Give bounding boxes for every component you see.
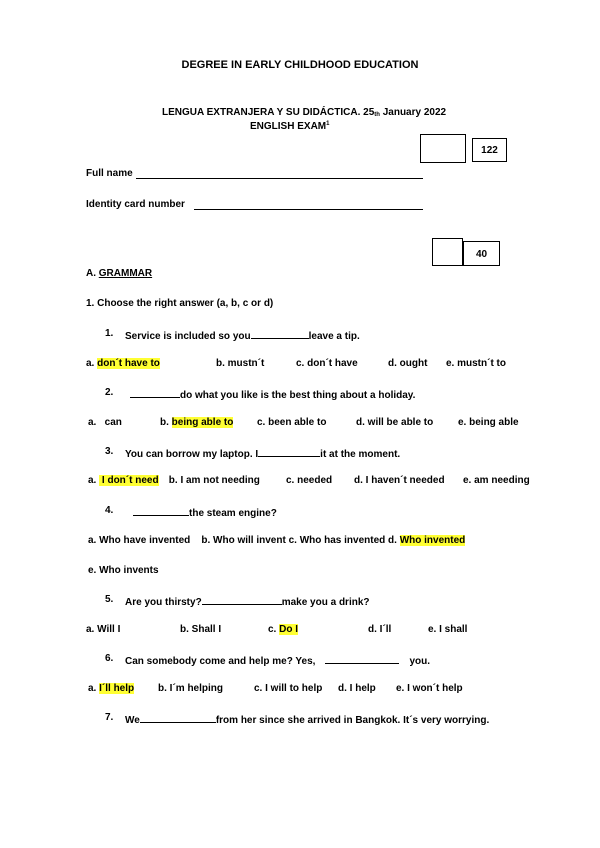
q7-stem-before: We [125, 715, 140, 726]
q3-option-a-prefix: a. [88, 475, 100, 486]
q5-option-a[interactable]: a. Will I [86, 624, 121, 635]
q6-number: 6. [105, 653, 114, 664]
q2-blank[interactable] [130, 387, 180, 398]
q4-stem-after: the steam engine? [189, 508, 277, 519]
full-name-field[interactable] [136, 178, 423, 179]
q5-option-c-text: Do I [279, 624, 299, 635]
q2-option-b-prefix: b. [160, 417, 172, 428]
section-title: GRAMMAR [98, 268, 153, 279]
q1-option-e[interactable]: e. mustn´t to [446, 358, 506, 369]
q6-option-a[interactable] [88, 683, 134, 695]
q7-stem [125, 712, 489, 727]
section-heading [86, 268, 152, 280]
q2-number: 2. [105, 387, 114, 398]
section-letter: A. [86, 268, 96, 279]
q3-stem-after: it at the moment. [320, 449, 401, 460]
date-rest: January 2022 [379, 107, 447, 118]
q3-stem-before: You can borrow my laptop. I [125, 449, 259, 460]
q2-stem [130, 387, 415, 402]
q4-stem [133, 505, 277, 520]
date-suffix: th [374, 112, 380, 118]
id-card-field[interactable] [194, 209, 423, 210]
q3-option-d[interactable]: d. I haven´t needed [354, 475, 445, 486]
q1-option-a[interactable] [86, 358, 160, 370]
score-box-empty-1[interactable] [420, 134, 466, 163]
q3-option-c[interactable]: c. needed [286, 475, 333, 486]
q6-option-c[interactable]: c. I will to help [254, 683, 323, 694]
q5-stem-after: make you a drink? [281, 597, 370, 608]
q6-stem [125, 653, 430, 668]
q3-option-b[interactable]: b. I am not needing [166, 475, 260, 486]
q3-option-a[interactable] [88, 475, 159, 487]
q2-option-d[interactable]: d. will be able to [356, 417, 434, 428]
q1-stem-before: Service is included so you [125, 331, 251, 342]
id-card-label: Identity card number [86, 199, 185, 210]
subject-text: LENGUA EXTRANJERA Y SU DIDÁCTICA. 25 [162, 107, 375, 118]
q4-option-e[interactable]: e. Who invents [88, 565, 159, 576]
q5-number: 5. [105, 594, 114, 605]
footnote-mark: 1 [326, 121, 330, 127]
q5-option-d[interactable]: d. I´ll [368, 624, 392, 635]
q2-option-c[interactable]: c. been able to [257, 417, 327, 428]
q5-option-c-prefix: c. [268, 624, 280, 635]
q5-option-b[interactable]: b. Shall I [180, 624, 222, 635]
q7-stem-after: from her since she arrived in Bangkok. It´s very worrying. [215, 715, 490, 726]
q1-option-b[interactable]: b. mustn´t [216, 358, 265, 369]
q6-option-e[interactable]: e. I won´t help [396, 683, 463, 694]
exam-title [250, 121, 329, 133]
q2-option-e[interactable]: e. being able [458, 417, 519, 428]
degree-title: DEGREE IN EARLY CHILDHOOD EDUCATION [181, 59, 419, 71]
q2-option-a[interactable]: a. can [88, 417, 122, 428]
q6-stem-after: you. [409, 656, 430, 667]
exam-title-text: ENGLISH EXAM [250, 121, 327, 132]
q1-option-d[interactable]: d. ought [388, 358, 428, 369]
q4-number: 4. [105, 505, 114, 516]
q6-option-a-text: I´ll help [99, 683, 135, 694]
q1-option-a-prefix: a. [86, 358, 98, 369]
q5-option-c[interactable] [268, 624, 298, 636]
instruction: 1. Choose the right answer (a, b, c or d) [86, 298, 274, 309]
q4-options-line[interactable] [88, 535, 465, 547]
q3-number: 3. [105, 446, 114, 457]
q6-option-d[interactable]: d. I help [338, 683, 376, 694]
score-box-value-2: 40 [475, 249, 488, 260]
q3-blank[interactable] [258, 446, 320, 457]
score-box-empty-2[interactable] [432, 238, 463, 266]
q3-stem [125, 446, 400, 461]
q2-option-b[interactable] [160, 417, 233, 429]
q6-option-a-prefix: a. [88, 683, 100, 694]
q3-option-a-text: I don´t need [99, 475, 159, 486]
q1-option-c[interactable]: c. don´t have [296, 358, 358, 369]
q1-number: 1. [105, 328, 114, 339]
q5-blank[interactable] [202, 594, 282, 605]
score-box-value-1: 122 [481, 145, 498, 156]
q6-option-b[interactable]: b. I´m helping [158, 683, 223, 694]
q5-stem-before: Are you thirsty? [125, 597, 202, 608]
q1-option-a-text: don´t have to [97, 358, 160, 369]
q7-number: 7. [105, 712, 114, 723]
q4-blank[interactable] [133, 505, 189, 516]
q6-stem-before: Can somebody come and help me? Yes, [125, 656, 316, 667]
full-name-label: Full name [86, 168, 133, 179]
q3-option-e[interactable]: e. am needing [463, 475, 530, 486]
q6-blank[interactable] [325, 653, 399, 664]
score-box-total-1 [472, 138, 507, 162]
q5-stem [125, 594, 370, 609]
score-box-total-2 [463, 241, 500, 266]
q5-option-e[interactable]: e. I shall [428, 624, 468, 635]
q1-stem [125, 328, 360, 343]
q1-blank[interactable] [251, 328, 309, 339]
q1-stem-after: leave a tip. [308, 331, 360, 342]
q4-option-d-text: Who invented [399, 535, 466, 546]
q2-option-b-text: being able to [171, 417, 234, 428]
q7-blank[interactable] [140, 712, 216, 723]
subject-line [162, 107, 446, 119]
q4-options-a-to-d: a. Who have invented b. Who will invent c. Who has invented d. [88, 535, 400, 546]
q2-stem-after: do what you like is the best thing about a holiday. [180, 390, 416, 401]
